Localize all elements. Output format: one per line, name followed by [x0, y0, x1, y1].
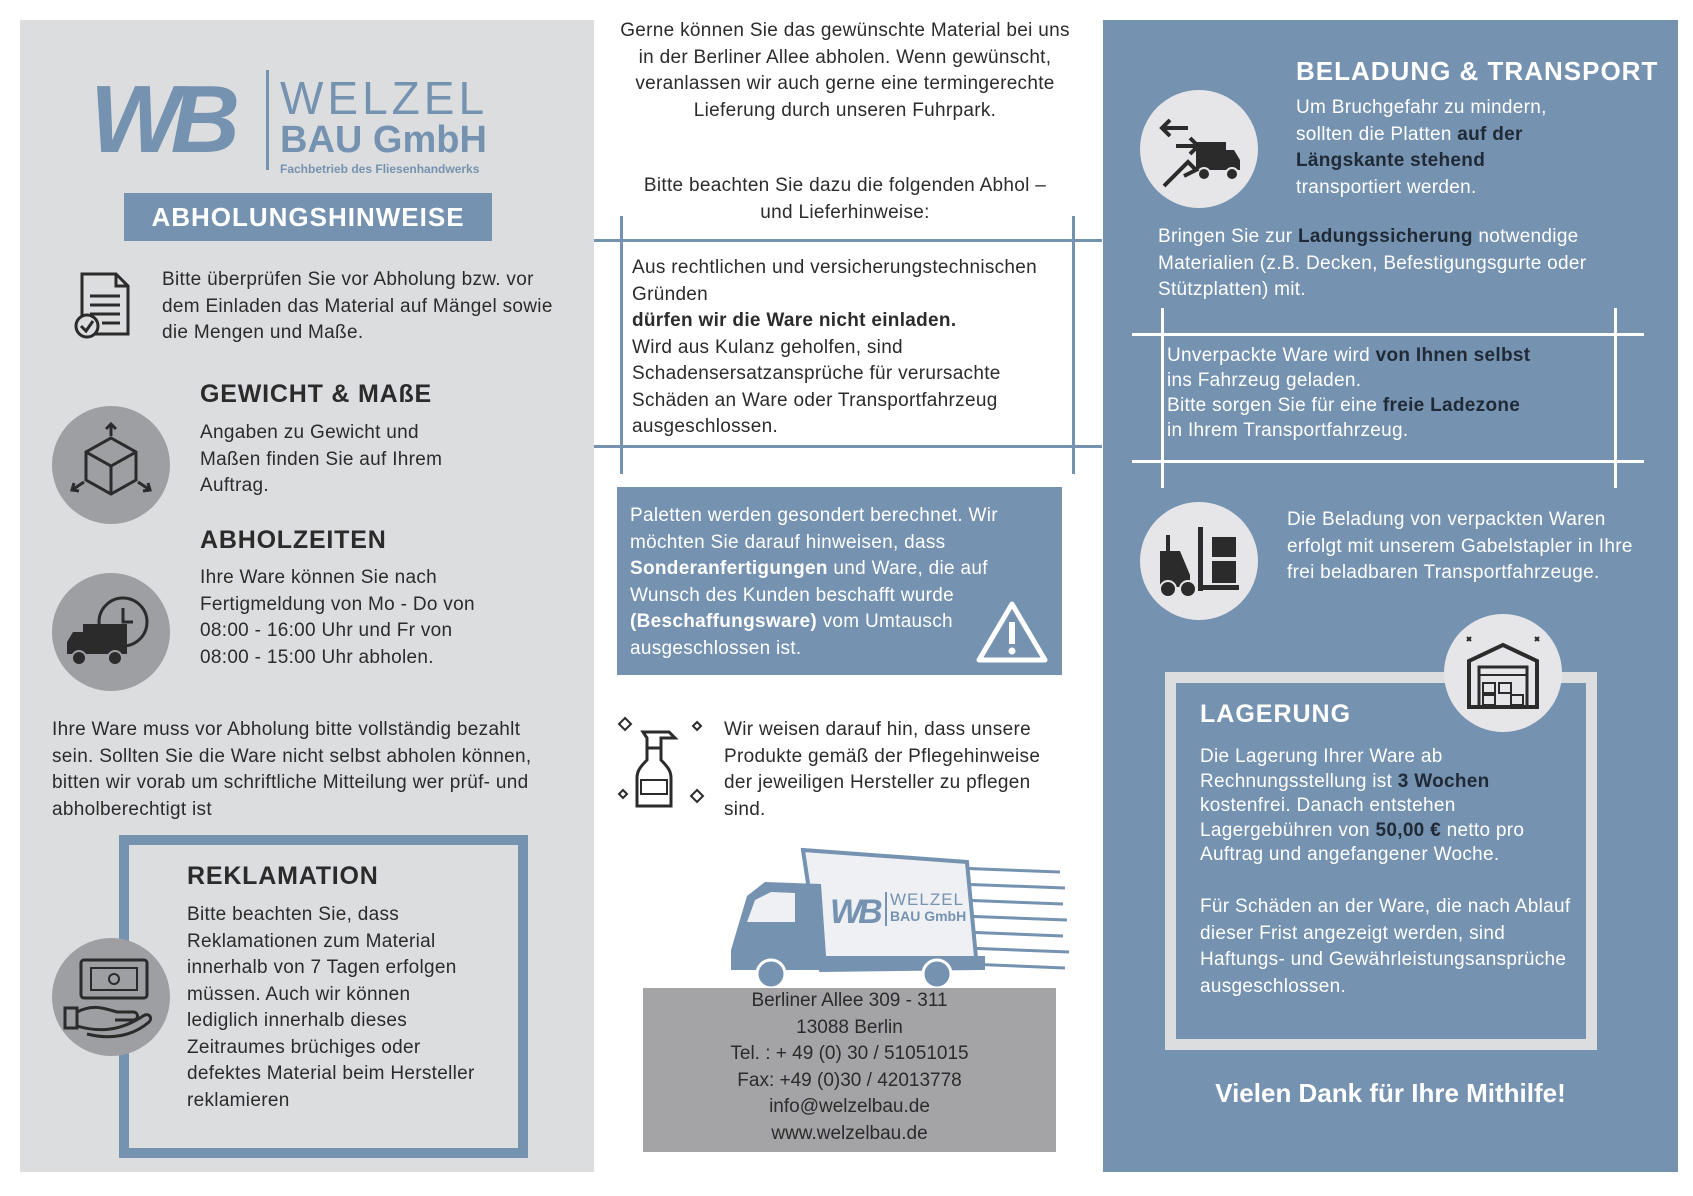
forklift-text: Die Beladung von verpackten Waren erfolgt mit unserem Gabelstapler in Ihre frei beladbaren Transportfahrzeuge. — [1287, 509, 1633, 583]
securing-text — [1158, 224, 1658, 304]
address-website[interactable]: www.welzelbau.de — [771, 1122, 928, 1144]
warehouse-icon — [1444, 614, 1562, 732]
storage-text-bold-2: 50,00 € — [1375, 819, 1441, 841]
unpack-text-bold-1: von Ihnen selbst — [1375, 345, 1531, 366]
transport-text-a: Um Bruchgefahr zu mindern, sollten die Platten — [1296, 97, 1547, 145]
spray-bottle-icon — [617, 712, 707, 812]
legal-text-bold: dürfen wir die Ware nicht einladen. — [632, 310, 957, 331]
truck-logo-divider — [885, 892, 887, 926]
storage-text-bold-1: 3 Wochen — [1397, 770, 1490, 792]
pallet-text-a: Paletten werden gesondert berechnet. Wir möchten Sie darauf hinweisen, dass — [630, 505, 998, 553]
unpack-frame-top — [1132, 333, 1644, 336]
section-banner: ABHOLUNGSHINWEISE — [124, 193, 492, 241]
frame-line-bottom — [594, 445, 1102, 448]
address-city: 13088 Berlin — [796, 1016, 903, 1038]
intro-notice: Bitte beachten Sie dazu die folgenden Abhol – und Lieferhinweise: — [643, 175, 1047, 223]
care-text: Wir weisen darauf hin, dass unsere Produkte gemäß der Pflegehinweise der jeweiligen Hersteller zu pflegen sind. — [724, 719, 1041, 820]
truck-logo-monogram: WB — [830, 893, 879, 931]
pallet-text-bold-1: Sonderanfertigungen — [630, 558, 828, 579]
transport-text-c: transportiert werden. — [1296, 176, 1477, 198]
logo-name-line1: WELZEL — [280, 72, 489, 124]
unpack-text — [1167, 343, 1597, 443]
company-logo — [90, 66, 530, 180]
checklist-document-icon — [70, 270, 136, 342]
transport-text — [1296, 95, 1596, 201]
unpack-frame-right — [1614, 308, 1617, 488]
storage-title: LAGERUNG — [1200, 700, 1352, 728]
unpack-text-f: in Ihrem Transportfahrzeug. — [1167, 420, 1409, 441]
payment-text: Ihre Ware muss vor Abholung bitte vollständig bezahlt sein. Sollten Sie die Ware nicht selbst abholen können, bitten wir vorab um schriftliche Mitteilung wer prüf- und abholberechtigt ist — [52, 719, 532, 820]
address-email[interactable]: info@welzelbau.de — [769, 1096, 930, 1117]
address-phone: Tel. : + 49 (0) 30 / 51051015 — [730, 1043, 969, 1064]
unpack-frame-left — [1161, 308, 1164, 488]
securing-text-c: notwendige Materialien (z.B. Decken, Befestigungsgurte oder Stützplatten) mit. — [1158, 226, 1587, 300]
unpack-text-bold-2: freie Ladezone — [1382, 395, 1521, 416]
address-street: Berliner Allee 309 - 311 — [751, 990, 948, 1011]
loading-truck-icon — [1140, 90, 1258, 208]
complaint-text: Bitte beachten Sie, dass Reklamationen zum Material innerhalb von 7 Tagen erfolgen müssen. Auch wir können lediglich innerhalb dieses Zeitraumes brüchiges oder defektes Material beim Hersteller reklamieren — [187, 904, 475, 1111]
address-block — [643, 988, 1056, 1147]
hours-title: ABHOLZEITEN — [200, 526, 387, 554]
unpack-text-d: Bitte sorgen Sie für eine — [1167, 395, 1378, 416]
thanks-text: Vielen Dank für Ihre Mithilfe! — [1215, 1078, 1566, 1108]
securing-text-a: Bringen Sie zur — [1158, 226, 1293, 247]
legal-text-c: Wird aus Kulanz geholfen, sind Schadensersatzansprüche für verursachte Schäden an Ware oder Transportfahrzeug ausgeschlossen. — [632, 336, 1001, 437]
storage-text-a: Die Lagerung Ihrer Ware ab Rechnungsstellung ist — [1200, 746, 1443, 792]
pallet-text-e: vom Umtausch ausgeschlossen ist. — [630, 611, 953, 659]
storage-text-e: netto pro Auftrag und angefangener Woche. — [1200, 819, 1525, 865]
unpack-frame-bottom — [1132, 460, 1644, 463]
legal-text — [632, 255, 1062, 441]
weight-text: Angaben zu Gewicht und Maßen finden Sie auf Ihrem Auftrag. — [200, 422, 443, 496]
pallet-text-c: und Ware, die auf Wunsch des Kunden beschafft wurde — [630, 558, 988, 606]
intro-text: Gerne können Sie das gewünschte Material bei uns in der Berliner Allee abholen. Wenn gewünscht, veranlassen wir auch gerne eine termingerechte Lieferung durch unseren Fuhrpark. — [620, 20, 1070, 121]
truck-logo-line2: BAU GmbH — [890, 908, 967, 924]
logo-name-line2: BAU GmbH — [280, 119, 487, 161]
complaint-title: REKLAMATION — [187, 862, 379, 890]
address-fax: Fax: +49 (0)30 / 42013778 — [737, 1069, 962, 1091]
truck-clock-icon — [52, 573, 170, 691]
logo-monogram: WB — [90, 66, 230, 173]
unpack-text-c: ins Fahrzeug geladen. — [1167, 370, 1362, 391]
transport-title: BELADUNG & TRANSPORT — [1296, 56, 1659, 86]
storage-text-c: kostenfrei. Danach entstehen Lagergebühren von — [1200, 795, 1456, 841]
check-text: Bitte überprüfen Sie vor Abholung bzw. vor dem Einladen das Material auf Mängel sowie die Mengen und Maße. — [162, 269, 553, 343]
logo-tagline: Fachbetrieb des Fliesenhandwerks — [280, 162, 480, 176]
storage-liability-text: Für Schäden an der Ware, die nach Ablauf dieser Frist angezeigt werden, sind Haftungs- und Gewährleistungsansprüche ausgeschlossen. — [1200, 896, 1571, 997]
frame-line-right — [1072, 216, 1075, 474]
unpack-text-a: Unverpackte Ware wird — [1167, 345, 1371, 366]
frame-line-top — [594, 239, 1102, 242]
weight-title: GEWICHT & MAßE — [200, 380, 433, 408]
forklift-icon — [1140, 502, 1258, 620]
legal-text-a: Aus rechtlichen und versicherungstechnischen Gründen — [632, 257, 1038, 305]
dimensions-cube-icon — [52, 406, 170, 524]
securing-text-bold: Ladungssicherung — [1298, 226, 1473, 247]
transport-text-bold: auf der Längskante stehend — [1296, 123, 1523, 171]
pallet-text-bold-2: (Beschaffungsware) — [630, 611, 817, 632]
warning-icon — [975, 600, 1049, 664]
logo-divider — [266, 70, 269, 170]
storage-text — [1200, 745, 1580, 868]
frame-line-left — [620, 216, 623, 474]
truck-logo-line1: WELZEL — [890, 890, 965, 909]
money-hand-icon — [52, 938, 170, 1056]
hours-text: Ihre Ware können Sie nach Fertigmeldung von Mo - Do von 08:00 - 16:00 Uhr und Fr von 08:00 - 15:00 Uhr abholen. — [200, 567, 475, 668]
